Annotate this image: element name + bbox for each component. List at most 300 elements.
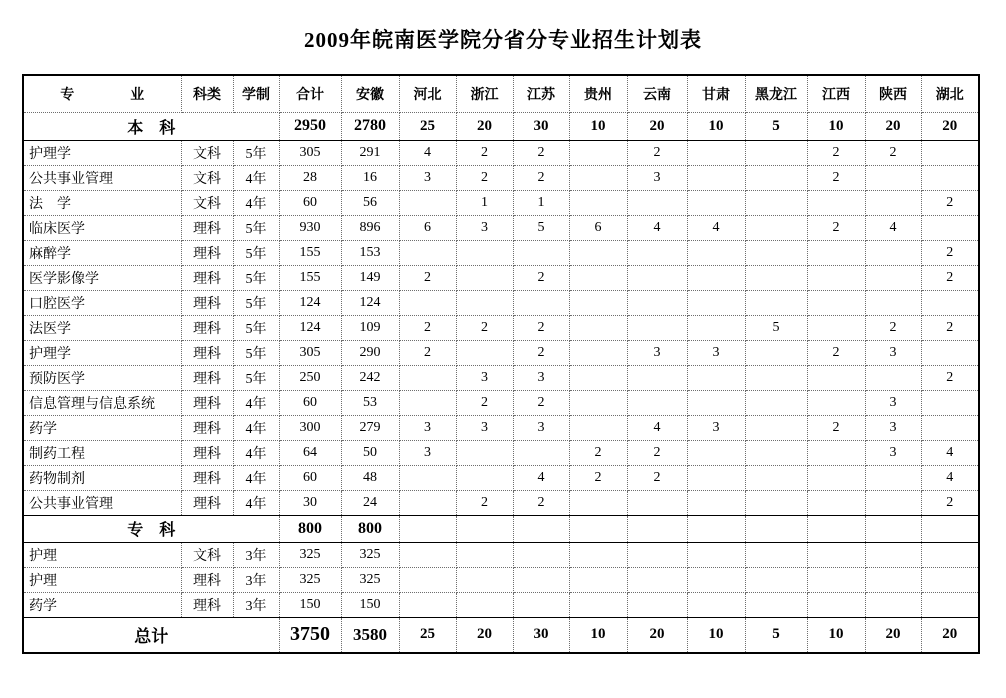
value-cell: 291	[341, 140, 399, 165]
value-cell: 930	[279, 215, 341, 240]
value-cell	[569, 567, 627, 592]
value-cell	[687, 390, 745, 415]
value-cell: 3	[399, 440, 456, 465]
value-cell: 10	[807, 112, 865, 140]
value-cell: 124	[279, 290, 341, 315]
table-body	[23, 112, 979, 653]
value-cell	[807, 365, 865, 390]
value-cell	[807, 315, 865, 340]
category-cell: 理科	[181, 465, 233, 490]
table-row	[23, 215, 979, 240]
value-cell	[569, 415, 627, 440]
table-row	[23, 390, 979, 415]
column-header-7: 江苏	[513, 75, 569, 112]
value-cell	[569, 490, 627, 515]
value-cell: 2	[807, 215, 865, 240]
major-cell: 公共事业管理	[23, 490, 181, 515]
value-cell	[745, 490, 807, 515]
value-cell	[865, 165, 921, 190]
value-cell	[745, 340, 807, 365]
value-cell	[569, 515, 627, 542]
major-cell: 法医学	[23, 315, 181, 340]
table-row	[23, 415, 979, 440]
major-cell: 护理	[23, 542, 181, 567]
value-cell	[807, 542, 865, 567]
category-cell: 理科	[181, 215, 233, 240]
value-cell	[569, 340, 627, 365]
table-row	[23, 140, 979, 165]
value-cell	[745, 215, 807, 240]
value-cell	[807, 265, 865, 290]
value-cell: 2	[513, 390, 569, 415]
value-cell	[865, 592, 921, 617]
value-cell	[921, 390, 979, 415]
value-cell: 150	[341, 592, 399, 617]
category-cell: 理科	[181, 490, 233, 515]
value-cell	[513, 240, 569, 265]
major-cell: 药学	[23, 415, 181, 440]
value-cell	[745, 240, 807, 265]
duration-cell: 5年	[233, 215, 279, 240]
value-cell: 53	[341, 390, 399, 415]
value-cell	[865, 465, 921, 490]
category-cell: 文科	[181, 140, 233, 165]
major-cell: 药学	[23, 592, 181, 617]
table-row	[23, 365, 979, 390]
value-cell	[569, 165, 627, 190]
value-cell	[627, 315, 687, 340]
section-row-zhuanke	[23, 515, 979, 542]
value-cell: 242	[341, 365, 399, 390]
value-cell: 20	[865, 112, 921, 140]
value-cell: 20	[456, 617, 513, 653]
value-cell	[399, 515, 456, 542]
section-row-benke	[23, 112, 979, 140]
value-cell	[807, 290, 865, 315]
value-cell: 149	[341, 265, 399, 290]
value-cell: 2	[627, 440, 687, 465]
value-cell: 2	[921, 265, 979, 290]
value-cell	[687, 465, 745, 490]
value-cell	[627, 190, 687, 215]
value-cell	[569, 592, 627, 617]
value-cell: 30	[279, 490, 341, 515]
value-cell	[399, 567, 456, 592]
value-cell	[569, 265, 627, 290]
value-cell	[921, 165, 979, 190]
value-cell	[921, 215, 979, 240]
value-cell	[456, 515, 513, 542]
value-cell: 20	[627, 617, 687, 653]
value-cell: 3	[865, 415, 921, 440]
value-cell: 60	[279, 465, 341, 490]
value-cell: 48	[341, 465, 399, 490]
value-cell	[745, 592, 807, 617]
value-cell	[569, 365, 627, 390]
value-cell	[513, 290, 569, 315]
category-cell: 理科	[181, 315, 233, 340]
value-cell: 250	[279, 365, 341, 390]
major-cell: 法 学	[23, 190, 181, 215]
value-cell: 1	[513, 190, 569, 215]
major-cell: 护理学	[23, 140, 181, 165]
value-cell	[921, 515, 979, 542]
value-cell	[687, 490, 745, 515]
value-cell: 279	[341, 415, 399, 440]
value-cell: 5	[745, 617, 807, 653]
category-cell: 理科	[181, 415, 233, 440]
value-cell	[399, 290, 456, 315]
category-cell: 文科	[181, 542, 233, 567]
table-row	[23, 592, 979, 617]
column-header-1: 科类	[181, 75, 233, 112]
table-row	[23, 542, 979, 567]
major-cell: 预防医学	[23, 365, 181, 390]
value-cell: 800	[341, 515, 399, 542]
value-cell: 4	[865, 215, 921, 240]
value-cell: 2	[921, 490, 979, 515]
value-cell	[456, 440, 513, 465]
value-cell: 25	[399, 617, 456, 653]
table-row	[23, 567, 979, 592]
value-cell	[687, 515, 745, 542]
value-cell: 30	[513, 617, 569, 653]
value-cell	[513, 567, 569, 592]
value-cell	[745, 140, 807, 165]
value-cell: 2	[456, 140, 513, 165]
value-cell: 4	[921, 465, 979, 490]
duration-cell: 5年	[233, 340, 279, 365]
value-cell	[456, 240, 513, 265]
column-header-13: 陕西	[865, 75, 921, 112]
value-cell	[456, 542, 513, 567]
value-cell	[807, 440, 865, 465]
value-cell	[627, 490, 687, 515]
value-cell: 2	[865, 315, 921, 340]
value-cell	[745, 290, 807, 315]
value-cell	[513, 515, 569, 542]
value-cell	[456, 567, 513, 592]
value-cell: 4	[627, 415, 687, 440]
value-cell	[569, 240, 627, 265]
value-cell	[399, 365, 456, 390]
value-cell: 3	[513, 365, 569, 390]
duration-cell: 4年	[233, 165, 279, 190]
value-cell: 2	[456, 165, 513, 190]
value-cell	[569, 190, 627, 215]
category-cell: 理科	[181, 390, 233, 415]
value-cell: 3	[399, 165, 456, 190]
table-row	[23, 440, 979, 465]
value-cell	[399, 390, 456, 415]
value-cell	[865, 515, 921, 542]
column-header-12: 江西	[807, 75, 865, 112]
value-cell: 2	[513, 490, 569, 515]
duration-cell: 3年	[233, 567, 279, 592]
value-cell	[745, 415, 807, 440]
value-cell: 290	[341, 340, 399, 365]
value-cell: 2	[807, 140, 865, 165]
value-cell: 60	[279, 190, 341, 215]
duration-cell: 5年	[233, 365, 279, 390]
value-cell: 6	[569, 215, 627, 240]
value-cell: 3	[865, 440, 921, 465]
value-cell	[807, 190, 865, 215]
column-header-4: 安徽	[341, 75, 399, 112]
value-cell	[807, 465, 865, 490]
value-cell: 10	[807, 617, 865, 653]
value-cell: 20	[627, 112, 687, 140]
value-cell: 50	[341, 440, 399, 465]
value-cell	[921, 567, 979, 592]
value-cell	[865, 490, 921, 515]
value-cell	[569, 140, 627, 165]
value-cell: 4	[627, 215, 687, 240]
value-cell: 124	[279, 315, 341, 340]
value-cell: 2	[569, 465, 627, 490]
value-cell: 325	[341, 567, 399, 592]
value-cell: 109	[341, 315, 399, 340]
value-cell: 28	[279, 165, 341, 190]
value-cell	[807, 390, 865, 415]
value-cell	[399, 542, 456, 567]
table-row	[23, 315, 979, 340]
category-cell: 理科	[181, 440, 233, 465]
major-cell: 麻醉学	[23, 240, 181, 265]
duration-cell: 4年	[233, 390, 279, 415]
table-row	[23, 465, 979, 490]
category-cell: 理科	[181, 290, 233, 315]
value-cell: 2	[456, 390, 513, 415]
value-cell	[627, 240, 687, 265]
column-header-0: 专 业	[23, 75, 181, 112]
value-cell: 153	[341, 240, 399, 265]
value-cell	[687, 290, 745, 315]
value-cell	[807, 567, 865, 592]
value-cell: 3	[627, 340, 687, 365]
value-cell: 2	[807, 165, 865, 190]
value-cell: 3	[687, 415, 745, 440]
value-cell: 2	[399, 315, 456, 340]
value-cell	[921, 542, 979, 567]
category-cell: 文科	[181, 165, 233, 190]
column-header-5: 河北	[399, 75, 456, 112]
value-cell: 2	[921, 315, 979, 340]
value-cell	[569, 542, 627, 567]
value-cell	[687, 265, 745, 290]
column-header-6: 浙江	[456, 75, 513, 112]
major-cell: 制药工程	[23, 440, 181, 465]
duration-cell: 5年	[233, 290, 279, 315]
value-cell: 2	[921, 240, 979, 265]
value-cell: 20	[865, 617, 921, 653]
value-cell	[456, 265, 513, 290]
value-cell	[399, 240, 456, 265]
value-cell: 20	[921, 617, 979, 653]
value-cell	[687, 165, 745, 190]
value-cell: 3	[399, 415, 456, 440]
value-cell	[687, 592, 745, 617]
value-cell: 30	[513, 112, 569, 140]
value-cell	[687, 140, 745, 165]
value-cell	[687, 440, 745, 465]
value-cell: 3	[456, 215, 513, 240]
duration-cell: 4年	[233, 465, 279, 490]
major-cell: 信息管理与信息系统	[23, 390, 181, 415]
duration-cell: 4年	[233, 190, 279, 215]
value-cell	[865, 365, 921, 390]
value-cell: 2	[513, 140, 569, 165]
duration-cell: 3年	[233, 592, 279, 617]
value-cell	[456, 340, 513, 365]
value-cell: 10	[569, 617, 627, 653]
value-cell: 3	[456, 365, 513, 390]
value-cell: 3	[513, 415, 569, 440]
table-row	[23, 490, 979, 515]
value-cell	[865, 265, 921, 290]
value-cell	[687, 542, 745, 567]
value-cell	[687, 365, 745, 390]
value-cell: 3	[865, 390, 921, 415]
value-cell: 2	[865, 140, 921, 165]
value-cell	[513, 440, 569, 465]
value-cell	[627, 515, 687, 542]
value-cell	[745, 567, 807, 592]
value-cell: 3	[865, 340, 921, 365]
value-cell: 4	[399, 140, 456, 165]
value-cell	[865, 567, 921, 592]
value-cell	[807, 592, 865, 617]
value-cell	[627, 390, 687, 415]
value-cell	[745, 465, 807, 490]
value-cell: 305	[279, 340, 341, 365]
value-cell: 2	[807, 340, 865, 365]
page-title: 2009年皖南医学院分省分专业招生计划表	[304, 28, 702, 52]
value-cell	[745, 265, 807, 290]
table-row	[23, 190, 979, 215]
table-row	[23, 340, 979, 365]
table-row	[23, 265, 979, 290]
duration-cell: 4年	[233, 415, 279, 440]
value-cell	[807, 240, 865, 265]
major-cell: 护理学	[23, 340, 181, 365]
value-cell	[456, 465, 513, 490]
value-cell	[513, 592, 569, 617]
value-cell: 325	[279, 542, 341, 567]
header-row	[23, 75, 979, 112]
value-cell: 2	[456, 315, 513, 340]
value-cell: 800	[279, 515, 341, 542]
value-cell	[807, 515, 865, 542]
value-cell	[745, 515, 807, 542]
value-cell: 10	[687, 617, 745, 653]
value-cell	[627, 542, 687, 567]
value-cell: 124	[341, 290, 399, 315]
category-cell: 理科	[181, 567, 233, 592]
value-cell: 25	[399, 112, 456, 140]
duration-cell: 4年	[233, 490, 279, 515]
value-cell: 155	[279, 240, 341, 265]
value-cell: 2	[569, 440, 627, 465]
value-cell: 2	[513, 265, 569, 290]
value-cell	[627, 290, 687, 315]
value-cell: 5	[745, 315, 807, 340]
value-cell	[399, 592, 456, 617]
value-cell	[745, 365, 807, 390]
value-cell: 2	[921, 190, 979, 215]
value-cell	[569, 315, 627, 340]
value-cell: 325	[279, 567, 341, 592]
value-cell	[921, 592, 979, 617]
value-cell	[513, 542, 569, 567]
section-row-zongji	[23, 617, 979, 653]
major-cell: 临床医学	[23, 215, 181, 240]
category-cell: 理科	[181, 365, 233, 390]
value-cell	[569, 290, 627, 315]
value-cell: 20	[921, 112, 979, 140]
major-cell: 口腔医学	[23, 290, 181, 315]
duration-cell: 5年	[233, 315, 279, 340]
duration-cell: 5年	[233, 240, 279, 265]
table-row	[23, 290, 979, 315]
value-cell	[921, 340, 979, 365]
admission-plan-table	[22, 74, 980, 654]
value-cell	[399, 465, 456, 490]
column-header-14: 湖北	[921, 75, 979, 112]
column-header-3: 合计	[279, 75, 341, 112]
value-cell: 10	[569, 112, 627, 140]
value-cell: 2	[513, 315, 569, 340]
value-cell	[687, 315, 745, 340]
value-cell: 2	[921, 365, 979, 390]
major-cell: 护理	[23, 567, 181, 592]
value-cell	[627, 265, 687, 290]
value-cell	[399, 190, 456, 215]
value-cell: 64	[279, 440, 341, 465]
value-cell	[865, 542, 921, 567]
value-cell	[687, 190, 745, 215]
value-cell: 4	[921, 440, 979, 465]
table-row	[23, 165, 979, 190]
category-cell: 理科	[181, 340, 233, 365]
value-cell: 2950	[279, 112, 341, 140]
value-cell: 3	[687, 340, 745, 365]
duration-cell: 5年	[233, 140, 279, 165]
value-cell: 155	[279, 265, 341, 290]
value-cell: 2	[513, 340, 569, 365]
value-cell: 2	[627, 465, 687, 490]
column-header-9: 云南	[627, 75, 687, 112]
value-cell	[865, 290, 921, 315]
value-cell: 2	[807, 415, 865, 440]
value-cell: 16	[341, 165, 399, 190]
value-cell	[745, 190, 807, 215]
value-cell	[745, 165, 807, 190]
value-cell	[745, 542, 807, 567]
category-cell: 文科	[181, 190, 233, 215]
category-cell: 理科	[181, 592, 233, 617]
value-cell: 6	[399, 215, 456, 240]
value-cell: 2	[627, 140, 687, 165]
value-cell	[456, 290, 513, 315]
value-cell	[921, 290, 979, 315]
table-row	[23, 240, 979, 265]
value-cell: 20	[456, 112, 513, 140]
column-header-11: 黑龙江	[745, 75, 807, 112]
column-header-2: 学制	[233, 75, 279, 112]
duration-cell: 3年	[233, 542, 279, 567]
value-cell	[627, 592, 687, 617]
